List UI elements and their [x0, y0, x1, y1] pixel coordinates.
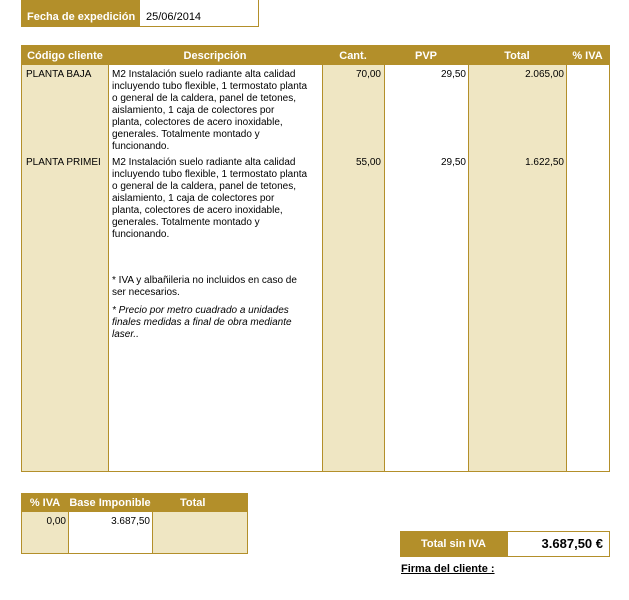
tax-total-bg [152, 512, 247, 553]
note-vat: * IVA y albañileria no incluidos en caso de ser necesarios. [112, 275, 297, 298]
line-items-table [21, 45, 610, 472]
total-without-vat-label: Total sin IVA [400, 531, 507, 557]
total-without-vat-value: 3.687,50 € [507, 531, 610, 557]
row-code: PLANTA BAJA [26, 69, 92, 80]
issue-date-label: Fecha de expedición [22, 0, 140, 26]
issue-date-value: 25/06/2014 [146, 11, 202, 23]
header-code: Código cliente [22, 46, 108, 65]
row-code: PLANTA PRIMEI [26, 157, 101, 168]
row-qty: 55,00 [355, 157, 381, 168]
row-price: 29,50 [440, 69, 466, 80]
code-column-bg [22, 65, 108, 471]
header-total: Total [468, 46, 566, 65]
row-description: M2 Instalación suelo radiante alta calidad incluyendo tubo flexible, 1 termostato planta o general de la caldera, panel de tetones, aislamiento, 1 caja de colectores por planta, colectores de acero inoxidable, generales. Totalmente montado y funcionando. [112, 69, 308, 152]
qty-column-bg [322, 65, 384, 471]
issue-date-box [21, 0, 259, 27]
header-price: PVP [384, 46, 468, 65]
tax-header-total: Total [152, 494, 234, 512]
tax-vat-value: 0,00 [46, 516, 66, 527]
tax-header-vat: % IVA [22, 494, 68, 512]
row-total: 2.065,00 [525, 69, 564, 80]
divider [384, 65, 385, 471]
total-column-bg [468, 65, 566, 471]
row-total: 1.622,50 [525, 157, 564, 168]
divider [108, 65, 109, 471]
row-qty: 70,00 [355, 69, 381, 80]
header-description: Descripción [108, 46, 322, 65]
note-price: * Precio por metro cuadrado a unidades finales medidas a final de obra mediante laser.. [112, 305, 292, 340]
tax-summary-table [21, 493, 248, 554]
tax-header-base: Base Imponible [68, 494, 152, 512]
header-qty: Cant. [322, 46, 384, 65]
price-column-bg [384, 65, 468, 471]
header-vat: % IVA [566, 46, 609, 65]
row-price: 29,50 [440, 157, 466, 168]
divider [468, 65, 469, 471]
row-description: M2 Instalación suelo radiante alta calidad incluyendo tubo flexible, 1 termostato planta o general de la caldera, panel de tetones, aislamiento, 1 caja de colectores por planta, colectores de acero inoxidable, generales. Totalmente montado y funcionando. [112, 157, 308, 240]
divider [152, 512, 153, 553]
divider [566, 65, 567, 471]
signature-label: Firma del cliente : [401, 563, 495, 575]
tax-base-value: 3.687,50 [111, 516, 150, 527]
vat-column-bg [566, 65, 609, 471]
